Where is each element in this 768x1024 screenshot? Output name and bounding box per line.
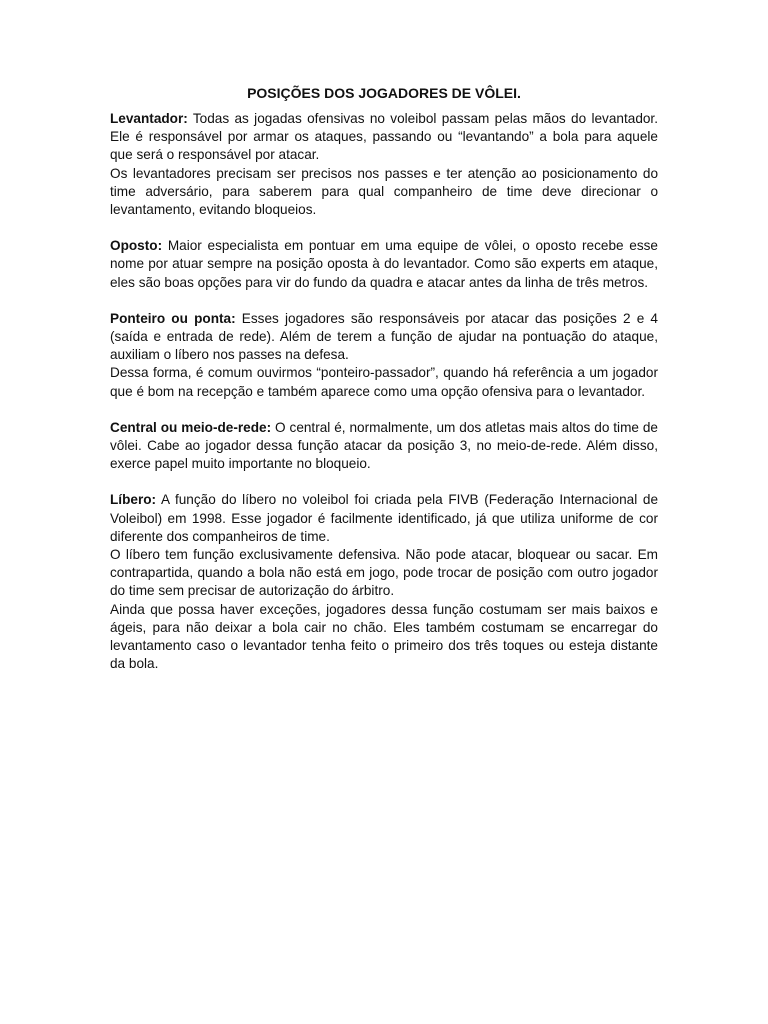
paragraph: Dessa forma, é comum ouvirmos “ponteiro-passador”, quando há referência a um jogador que é bom na recepção e também aparece como uma opção ofensiva para o levantador. bbox=[110, 365, 658, 399]
section-text: Maior especialista em pontuar em uma equipe de vôlei, o oposto recebe esse nome por atuar sempre na posição oposta à do levantador. Como são experts em ataque, eles são boas opções para vir do fundo da quadra e atacar antes da linha de três metros. bbox=[110, 238, 658, 290]
section-heading: Levantador: bbox=[110, 111, 188, 126]
section-oposto bbox=[110, 237, 658, 292]
section-text: Todas as jogadas ofensivas no voleibol passam pelas mãos do levantador. Ele é responsável por armar os ataques, passando ou “levantando” a bola para aquele que será o responsável por atacar. bbox=[110, 111, 658, 163]
document-page bbox=[110, 84, 658, 691]
section-central bbox=[110, 419, 658, 474]
section-libero bbox=[110, 491, 658, 673]
paragraph: Os levantadores precisam ser precisos nos passes e ter atenção ao posicionamento do time adversário, para saberem para qual companheiro de time deve direcionar o levantamento, evitando bloqueios. bbox=[110, 165, 658, 218]
section-text: A função do líbero no voleibol foi criada pela FIVB (Federação Internacional de Voleibol) em 1998. Esse jogador é facilmente identificado, já que utiliza uniforme de cor diferente dos companheiros de time. bbox=[110, 492, 658, 544]
paragraph bbox=[110, 310, 658, 365]
paragraph: O líbero tem função exclusivamente defensiva. Não pode atacar, bloquear ou sacar. Em contrapartida, quando a bola não está em jogo, pode trocar de posição com outro jogador do time sem precisar de autorização do árbitro. bbox=[110, 547, 658, 599]
paragraph: Ainda que possa haver exceções, jogadores dessa função costumam ser mais baixos e ágeis, para não deixar a bola cair no chão. Eles também costumam se encarregar do levantamento caso o levantador tenha feito o primeiro dos três toques ou esteja distante da bola. bbox=[110, 601, 658, 672]
section-ponteiro bbox=[110, 310, 658, 401]
section-heading: Ponteiro ou ponta: bbox=[110, 310, 236, 326]
section-levantador bbox=[110, 110, 658, 219]
section-heading: Oposto: bbox=[110, 238, 163, 254]
section-text: O central é, normalmente, um dos atletas mais altos do time de vôlei. Cabe ao jogador dessa função atacar da posição 3, no meio-de-rede. Além disso, exerce papel muito importante no bloqueio. bbox=[110, 419, 658, 472]
section-heading: Líbero: bbox=[110, 492, 157, 508]
paragraph bbox=[110, 237, 658, 292]
paragraph bbox=[110, 419, 658, 474]
page-title: POSIÇÕES DOS JOGADORES DE VÔLEI. bbox=[247, 85, 521, 101]
paragraph bbox=[110, 110, 658, 165]
section-text: Esses jogadores são responsáveis por atacar das posições 2 e 4 (saída e entrada de rede). Além de terem a função de ajudar na pontuação do ataque, auxiliam o líbero nos passes na defesa. bbox=[110, 310, 658, 363]
section-heading: Central ou meio-de-rede: bbox=[110, 419, 272, 435]
paragraph bbox=[110, 491, 658, 546]
